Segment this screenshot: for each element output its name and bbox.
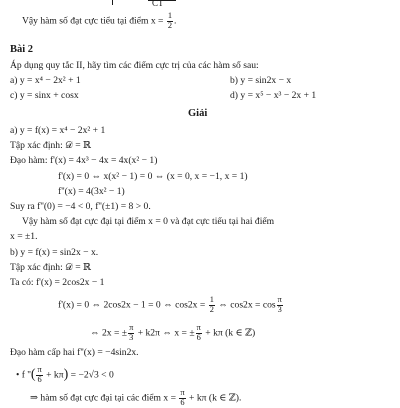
ct-label: CT [152,0,164,8]
solution-b-function: b) y = f(x) = sin2x − x. [10,247,99,258]
solution-b-bullet-evaluation: • f ''( $\frac{\pi}{6}$ + kπ) = −2√3 < 0 [16,365,114,384]
fraction-pi-sixth-b: $\frac{\pi}{6}$ [37,365,42,384]
solution-b-equation-2: ⇔ 2x = ± $\frac{\pi}{3}$ + k2π ⇔ x = ± $\frac{\pi}{6}$ + kπ (k ∈ ℤ) [90,323,256,342]
solution-a-conclusion: Vậy hàm số đạt cực đại tại điểm x = 0 và đạt cực tiểu tại hai điểm [22,216,275,227]
solution-a-derivative: Đạo hàm: f'(x) = 4x³ − 4x = 4x(x² − 1) [10,155,158,166]
solution-b-domain: Tập xác định: 𝒟 = ℝ [10,262,91,273]
solution-a-critical-points: f'(x) = 0 ⇔ x(x² − 1) = 0 ⇔ (x = 0, x = −1, x = 1) [58,171,248,182]
exercise-item-b: b) y = sin2x − x [230,75,292,86]
solution-b-second-derivative: Đạo hàm cấp hai f''(x) = −4sin2x. [10,347,139,358]
intro-result-line: Vậy hàm số đạt cực tiểu tại điểm x = $\frac{1}{2}$ . [22,11,177,30]
solution-a-second-derivative: f''(x) = 4(3x² − 1) [58,186,125,197]
solution-a-conclusion-cont: x = ±1. [10,231,38,242]
solution-a-evaluation: Suy ra f''(0) = −4 < 0, f''(±1) = 8 > 0. [10,201,151,212]
solution-a-domain: Tập xác định: 𝒟 = ℝ [10,140,91,151]
fraction-pi-sixth-c: $\frac{\pi}{6}$ [180,388,185,407]
solution-heading: Giải [188,108,208,119]
exercise-item-d: d) y = x⁵ − x³ − 2x + 1 [230,90,317,101]
exercise-heading: Bài 2 [10,44,34,55]
exercise-item-c: c) y = sinx + cosx [10,90,79,101]
fraction-one-half-b: $\frac{1}{2}$ [209,295,214,314]
solution-b-conclusion: ⇒ hàm số đạt cực đại tại các điểm x = $\frac{\pi}{6}$ + kπ (k ∈ ℤ). [30,388,242,407]
exercise-prompt: Áp dụng quy tắc II, hãy tìm các điểm cực trị của các hàm số sau: [10,60,259,71]
solution-a-function: a) y = f(x) = x⁴ − 2x² + 1 [10,125,106,136]
fraction-one-half: $\frac{1}{2}$ [167,11,173,30]
top-fragment-tick [112,0,113,5]
exercise-item-a: a) y = x⁴ − 2x² + 1 [10,75,81,86]
solution-b-derivative: Ta có: f'(x) = 2cos2x − 1 [10,277,105,288]
fraction-pi-third-b: $\frac{\pi}{3}$ [129,323,134,342]
fraction-pi-third: $\frac{\pi}{3}$ [277,295,282,314]
solution-b-equation-1: f'(x) = 0 ⇔ 2cos2x − 1 = 0 ⇔ cos2x = $\frac{1}{2}$ ⇔ cos2x = cos $\frac{\pi}{3}$ [58,295,282,314]
fraction-pi-sixth: $\frac{\pi}{6}$ [196,323,201,342]
